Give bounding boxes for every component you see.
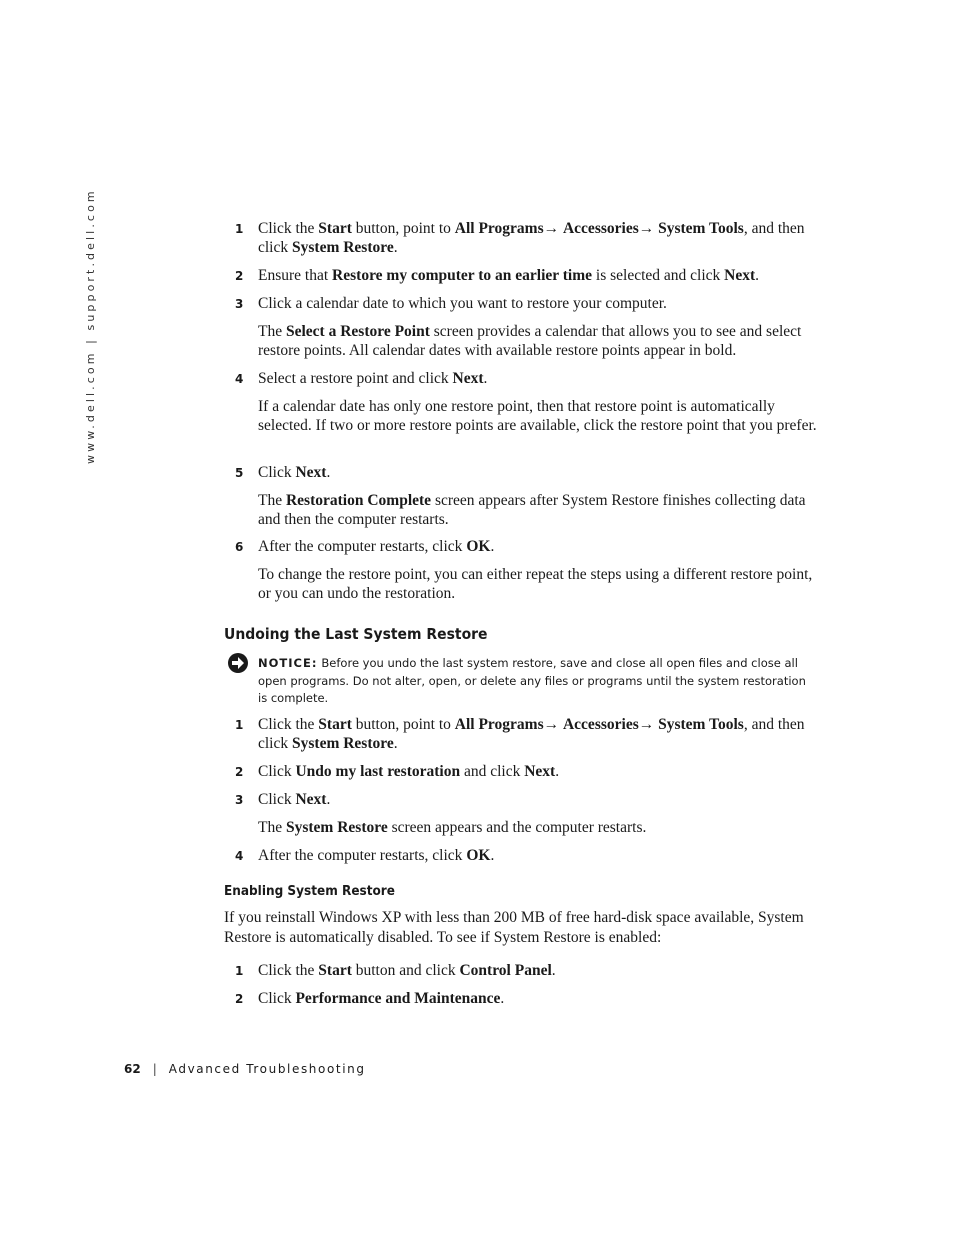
step-number: 2 bbox=[235, 269, 244, 283]
restore-step-6: 6 After the computer restarts, click OK. bbox=[235, 538, 495, 555]
undo-step-1: 1 Click the Start button, point to All Programs→ Accessories→ System Tools, and then click System Restore. bbox=[235, 716, 805, 752]
step-number: 2 bbox=[235, 765, 244, 779]
step-number: 5 bbox=[235, 466, 244, 480]
notice-arrow-icon bbox=[227, 652, 249, 674]
arrow-icon: → bbox=[543, 716, 560, 733]
step-number: 4 bbox=[235, 849, 244, 863]
notice-text: Before you undo the last system restore, save and close all open files and close all open programs. Do not alter, open, or delete any files or programs until the system restoration is complete. bbox=[258, 656, 806, 705]
arrow-icon: → bbox=[638, 220, 655, 237]
step-number: 1 bbox=[235, 718, 244, 732]
step-number: 2 bbox=[235, 992, 244, 1006]
restore-step-3: 3 Click a calendar date to which you want to restore your computer. bbox=[235, 295, 667, 312]
step-number: 1 bbox=[235, 222, 244, 236]
notice-label: NOTICE: bbox=[258, 656, 318, 670]
enable-step-2: 2 Click Performance and Maintenance. bbox=[235, 990, 505, 1007]
undo-step-3-note: The System Restore screen appears and the computer restarts. bbox=[258, 819, 647, 836]
step-number: 3 bbox=[235, 793, 244, 807]
step-number: 6 bbox=[235, 540, 244, 554]
arrow-icon: → bbox=[543, 220, 560, 237]
section-title: Advanced Troubleshooting bbox=[168, 1062, 366, 1076]
step-number: 1 bbox=[235, 964, 244, 978]
restore-step-2: 2 Ensure that Restore my computer to an earlier time is selected and click Next. bbox=[235, 267, 760, 284]
notice-box bbox=[258, 655, 814, 708]
restore-step-5: 5 Click Next. bbox=[235, 464, 331, 481]
step-number: 3 bbox=[235, 297, 244, 311]
undo-step-4: 4 After the computer restarts, click OK. bbox=[235, 847, 495, 864]
footer-separator: | bbox=[152, 1062, 157, 1076]
undo-step-3: 3 Click Next. bbox=[235, 791, 331, 808]
enable-intro: If you reinstall Windows XP with less than 200 MB of free hard-disk space available, System Restore is automatically disabled. To see if System Restore is enabled: bbox=[224, 909, 804, 946]
page-footer bbox=[124, 1062, 366, 1076]
section-heading-undo: Undoing the Last System Restore bbox=[224, 625, 488, 643]
restore-step-6-note: To change the restore point, you can either repeat the steps using a different restore point, or you can undo the restoration. bbox=[258, 566, 813, 602]
undo-step-2: 2 Click Undo my last restoration and click Next. bbox=[235, 763, 560, 780]
restore-step-5-note: The Restoration Complete screen appears after System Restore finishes collecting data and then the computer restarts. bbox=[258, 492, 806, 528]
step-number: 4 bbox=[235, 372, 244, 386]
page-number: 62 bbox=[124, 1062, 141, 1076]
restore-step-4-note: If a calendar date has only one restore point, then that restore point is automatically selected. If two or more restore points are available, click the restore point that you prefer. bbox=[258, 398, 817, 434]
restore-step-1: 1 Click the Start button, point to All Programs→ Accessories→ System Tools, and then click System Restore. bbox=[235, 220, 805, 256]
arrow-icon: → bbox=[638, 716, 655, 733]
restore-step-3-note: The Select a Restore Point screen provides a calendar that allows you to see and select restore points. All calendar dates with available restore points appear in bold. bbox=[258, 323, 802, 359]
enable-step-1: 1 Click the Start button and click Control Panel. bbox=[235, 962, 556, 979]
side-url: www.dell.com | support.dell.com bbox=[84, 188, 97, 464]
restore-step-4: 4 Select a restore point and click Next. bbox=[235, 370, 488, 387]
section-heading-enable: Enabling System Restore bbox=[224, 884, 395, 899]
